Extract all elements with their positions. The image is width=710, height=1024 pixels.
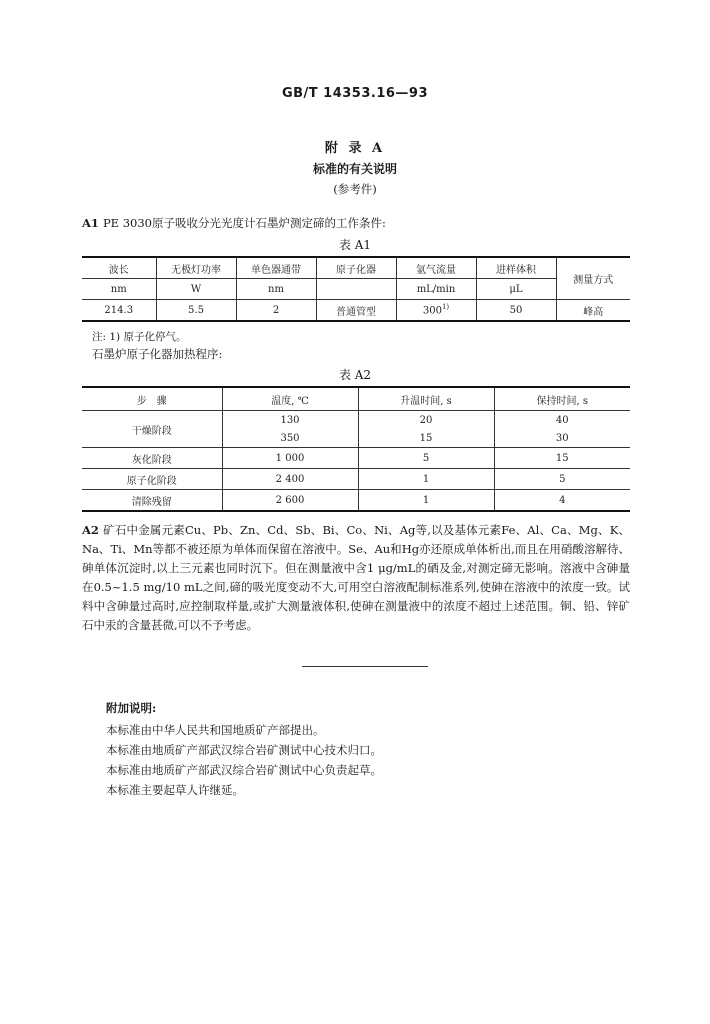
table-a2-cell: 20 bbox=[358, 411, 494, 430]
table-a2-header-temperature: 温度, ℃ bbox=[222, 387, 358, 411]
additional-note-line: 本标准由中华人民共和国地质矿产部提出。 bbox=[106, 723, 325, 737]
table-a1-header-atomizer: 原子化器 bbox=[316, 257, 396, 279]
table-a1-unit bbox=[316, 279, 396, 300]
table-a1-header-argon-flow: 氩气流量 bbox=[396, 257, 476, 279]
section-a2-text: 矿石中金属元素Cu、Pb、Zn、Cd、Sb、Bi、Co、Ni、Ag等,以及基体元素Fe、Al、Ca、Mg、K、Na、Ti、Mn等都不被还原为单体而保留在溶液中。Se、Au和Hg亦还原成单体析出,而且在用硝酸溶解待、砷单体沉淀时,以上三元素也同时沉下。但在测量液中含1 μg/mL的硒及金,对测定碲无影响。溶液中含砷量在0.5~1.5 mg/10 mL之间,碲的吸光度变动不大,可用空白溶液配制标准系列,使砷在溶液中的浓度一致。试料中含砷量过高时,应控制取样量,或扩大测量液体积,使砷在测量液中的浓度不超过上述范围。铜、铅、锌矿石中汞的含量甚微,可以不予考虑。 bbox=[82, 523, 630, 632]
table-a2-step: 清除残留 bbox=[82, 490, 222, 512]
additional-notes-title: 附加说明: bbox=[106, 701, 157, 715]
section-a1-number: A1 bbox=[82, 216, 99, 230]
table-a2-header-ramp-time: 升温时间, s bbox=[358, 387, 494, 411]
table-a1-header-lamp-power: 无极灯功率 bbox=[156, 257, 236, 279]
table-a1-header-measure-mode: 测量方式 bbox=[556, 257, 630, 300]
section-a2 bbox=[82, 521, 630, 635]
table-a2-step: 干燥阶段 bbox=[82, 411, 222, 448]
table-a2-cell: 5 bbox=[494, 469, 630, 490]
table-a2-cell: 40 bbox=[494, 411, 630, 430]
table-a2-cell: 1 bbox=[358, 490, 494, 512]
additional-note-line: 本标准由地质矿产部武汉综合岩矿测试中心技术归口。 bbox=[106, 743, 382, 757]
table-a2-row-drying bbox=[82, 411, 630, 430]
appendix-subtitle: 标准的有关说明 bbox=[312, 162, 397, 176]
standard-code: GB/T 14353.16—93 bbox=[281, 86, 429, 101]
table-a2-cell: 15 bbox=[358, 429, 494, 448]
table-a2-header-step: 步 骤 bbox=[82, 387, 222, 411]
additional-note-line: 本标准主要起草人许继延。 bbox=[106, 783, 244, 797]
table-a1-unit: nm bbox=[82, 279, 156, 300]
table-a2-row-cleaning bbox=[82, 490, 630, 512]
table-a2-cell: 350 bbox=[222, 429, 358, 448]
table-a2-cell: 1 000 bbox=[222, 448, 358, 469]
table-a1-cell: 5.5 bbox=[156, 300, 236, 322]
table-a1-units-row bbox=[82, 279, 630, 300]
table-a2-cell: 1 bbox=[358, 469, 494, 490]
table-a1-title: 表 A1 bbox=[338, 238, 372, 252]
table-a2-step: 灰化阶段 bbox=[82, 448, 222, 469]
table-a1-unit: W bbox=[156, 279, 236, 300]
table-a2-title: 表 A2 bbox=[338, 368, 372, 382]
table-a2-row-atomization bbox=[82, 469, 630, 490]
additional-notes bbox=[106, 720, 382, 800]
table-a1-header-wavelength: 波长 bbox=[82, 257, 156, 279]
table-a1-unit: mL/min bbox=[396, 279, 476, 300]
footnote-mark: 1) bbox=[441, 303, 450, 312]
heating-program-label: 石墨炉原子化器加热程序: bbox=[92, 347, 223, 361]
table-a1-cell: 峰高 bbox=[556, 300, 630, 322]
appendix-title: 附 录 A bbox=[324, 141, 386, 156]
table-a1-cell: 普通管型 bbox=[316, 300, 396, 322]
table-a2 bbox=[82, 386, 630, 512]
table-a2-cell: 15 bbox=[494, 448, 630, 469]
table-a2-header-hold-time: 保持时间, s bbox=[494, 387, 630, 411]
section-a1 bbox=[82, 214, 386, 233]
table-a1-unit: nm bbox=[236, 279, 316, 300]
table-a2-cell: 2 400 bbox=[222, 469, 358, 490]
table-a1 bbox=[82, 256, 630, 322]
table-a2-step: 原子化阶段 bbox=[82, 469, 222, 490]
table-a1-cell bbox=[396, 300, 476, 322]
table-a2-cell: 30 bbox=[494, 429, 630, 448]
table-a1-cell: 214.3 bbox=[82, 300, 156, 322]
table-a1-unit: μL bbox=[476, 279, 556, 300]
argon-flow-value: 300 bbox=[422, 305, 442, 317]
table-a1-note: 注: 1) 原子化停气。 bbox=[92, 331, 187, 343]
table-a2-header-row bbox=[82, 387, 630, 411]
table-a2-row-ashing bbox=[82, 448, 630, 469]
table-a2-cell: 130 bbox=[222, 411, 358, 430]
section-a1-text: PE 3030原子吸收分光光度计石墨炉测定碲的工作条件: bbox=[102, 216, 386, 230]
section-a2-number: A2 bbox=[82, 523, 99, 537]
table-a2-cell: 4 bbox=[494, 490, 630, 512]
table-a1-header-injection-volume: 进样体积 bbox=[476, 257, 556, 279]
table-a2-cell: 2 600 bbox=[222, 490, 358, 512]
table-a1-header-row bbox=[82, 257, 630, 279]
table-a1-cell: 50 bbox=[476, 300, 556, 322]
table-a1-header-bandpass: 单色器通带 bbox=[236, 257, 316, 279]
appendix-reference-note: (参考件) bbox=[333, 182, 377, 196]
additional-note-line: 本标准由地质矿产部武汉综合岩矿测试中心负责起草。 bbox=[106, 763, 382, 777]
table-a1-data-row bbox=[82, 300, 630, 322]
table-a1-cell: 2 bbox=[236, 300, 316, 322]
table-a2-cell: 5 bbox=[358, 448, 494, 469]
section-divider bbox=[302, 666, 428, 667]
